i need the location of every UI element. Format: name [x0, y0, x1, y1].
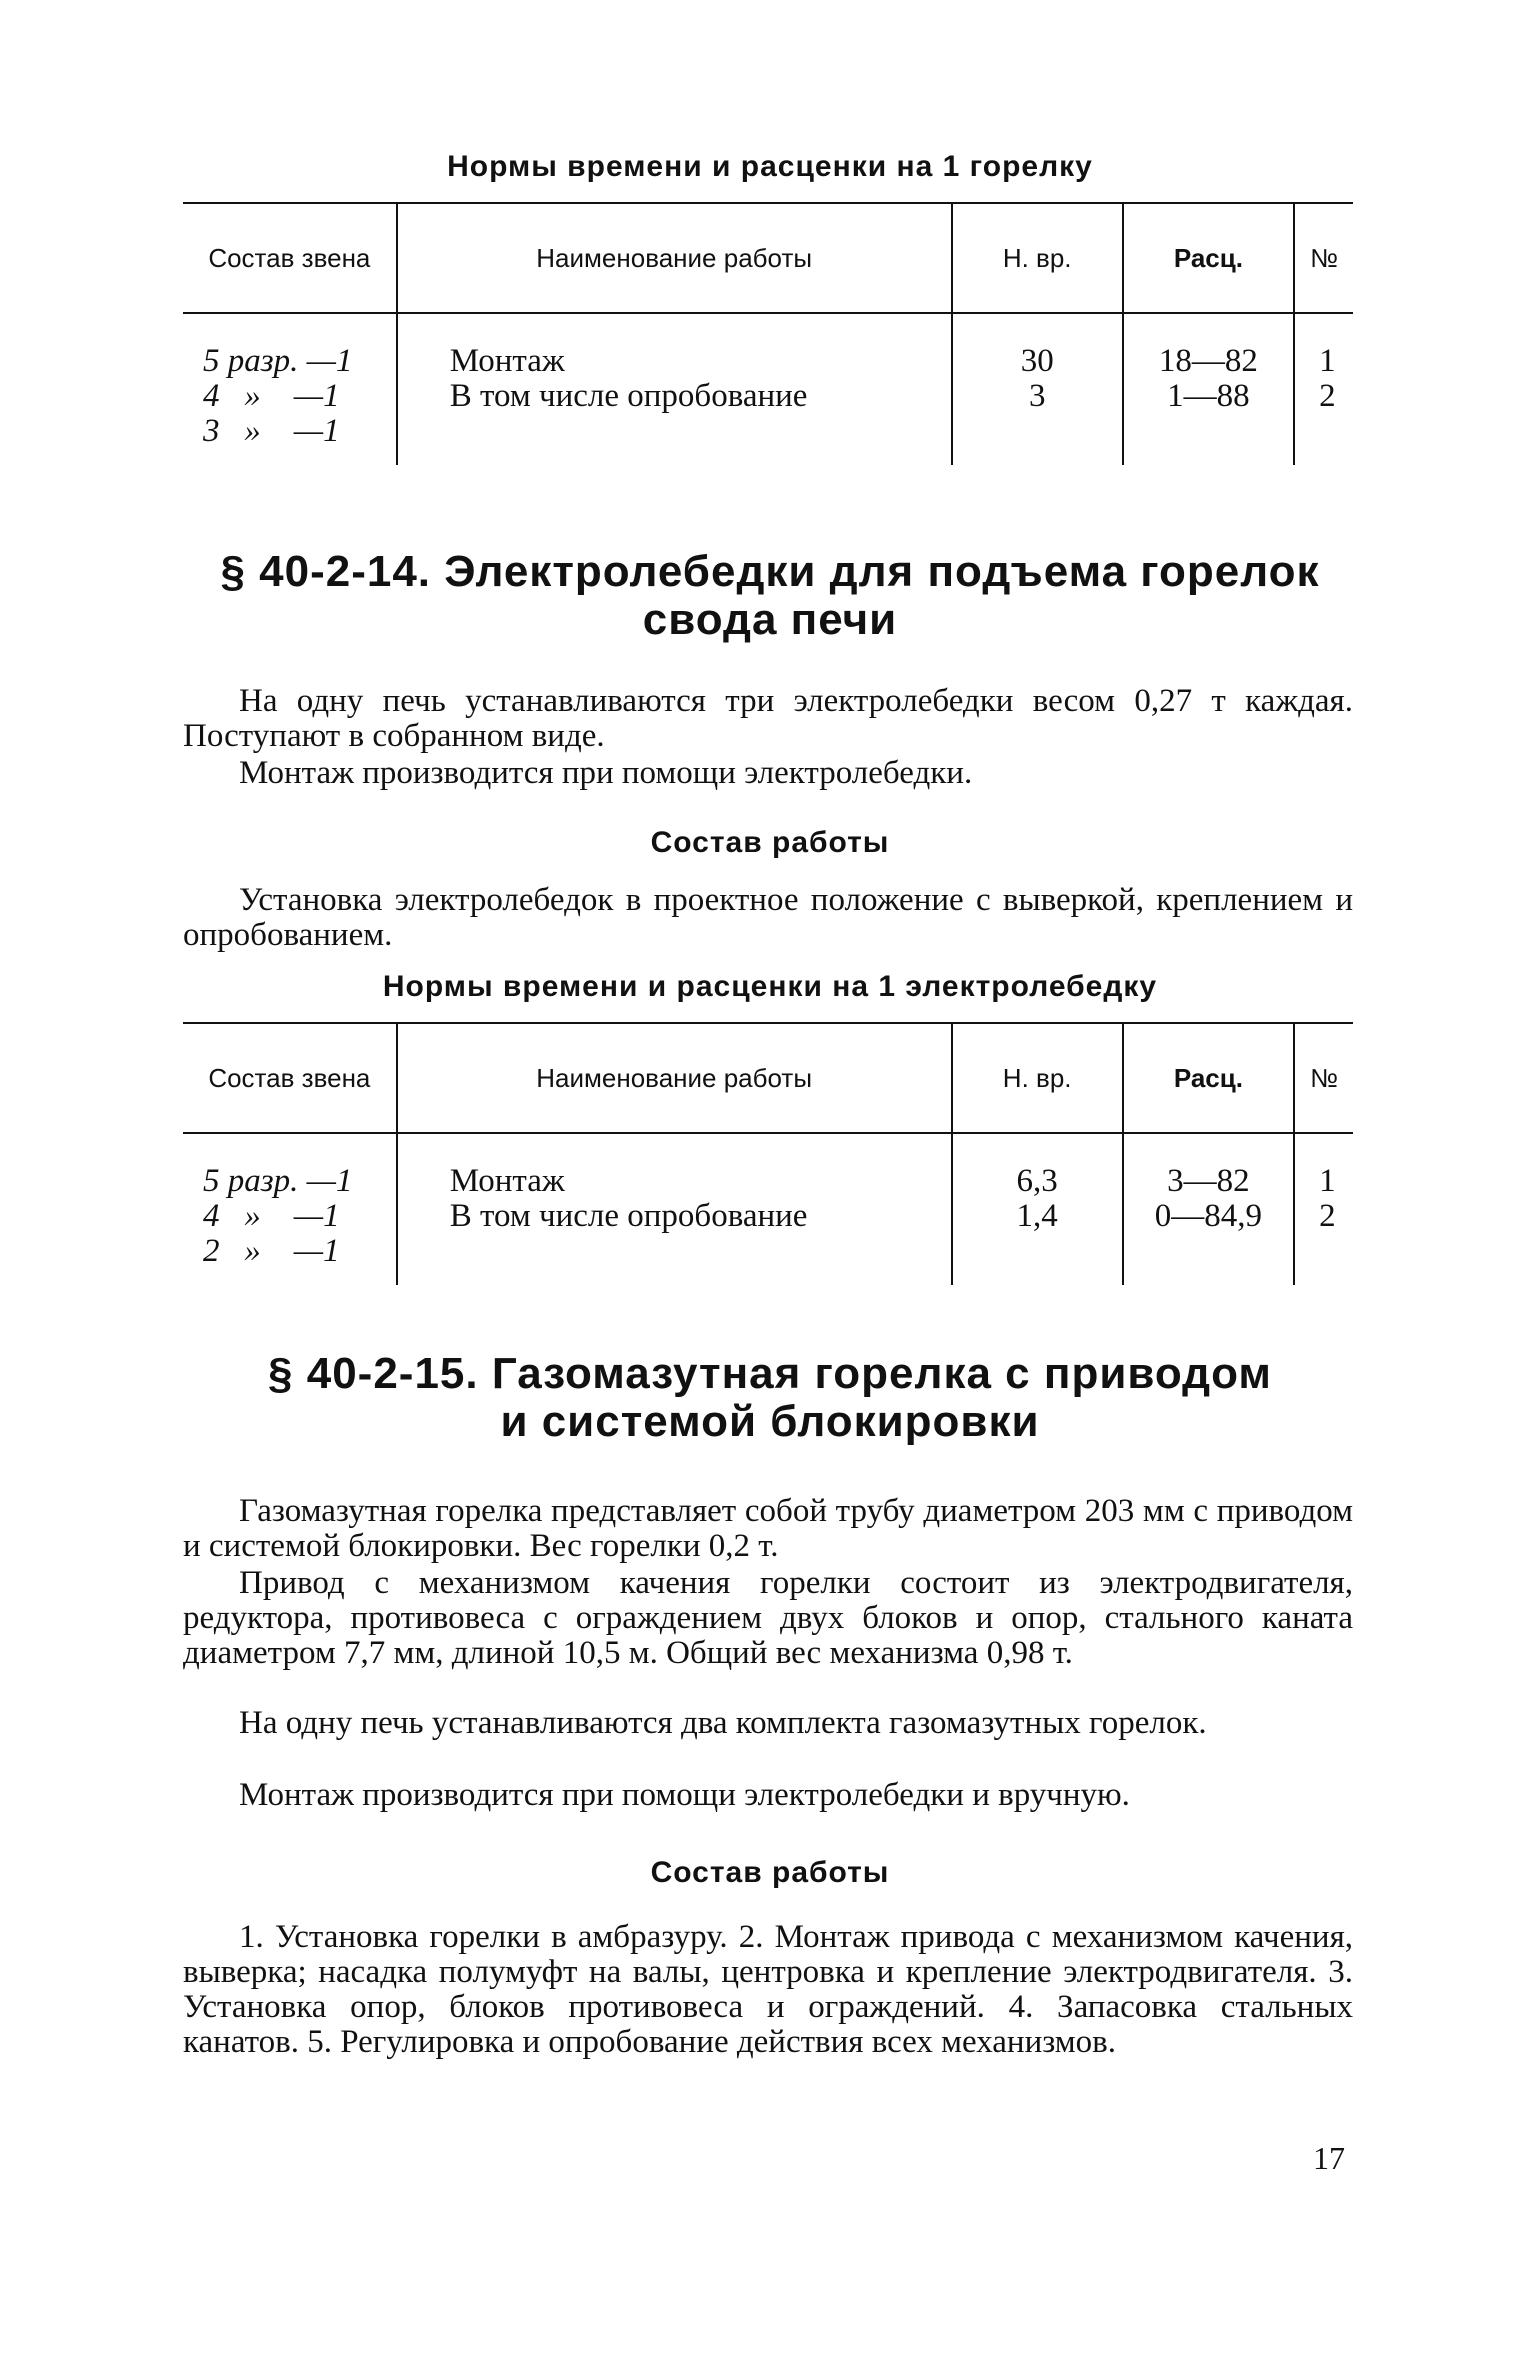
header-rate: Расц. — [1123, 203, 1294, 313]
norms-table-winch — [183, 1022, 1353, 1285]
time-cell — [952, 313, 1123, 465]
sostav-raboty-heading: Состав работы — [650, 1856, 890, 1889]
norms-table-burner — [183, 202, 1353, 465]
paragraph-text: Монтаж производится при помощи электролебедки и вручную. — [239, 1777, 1130, 1813]
page-number: 17 — [1313, 2140, 1345, 2176]
header-crew: Состав звена — [183, 203, 397, 313]
paragraph-text: Монтаж производится при помощи электролебедки. — [239, 755, 973, 791]
header-no: № — [1294, 1023, 1353, 1133]
header-time: Н. вр. — [952, 203, 1123, 313]
row-number: 1 — [1319, 1163, 1336, 1199]
time-value: 30 — [1020, 343, 1054, 379]
rate-cell — [1123, 1133, 1294, 1285]
table2-title: Нормы времени и расценки на 1 электролебедку — [382, 970, 1158, 1003]
paragraph-text: На одну печь устанавливаются два комплекта газомазутных горелок. — [239, 1705, 1207, 1741]
no-cell — [1294, 1133, 1353, 1285]
header-work: Наименование работы — [397, 1023, 952, 1133]
section-40-2-14-title — [180, 548, 1360, 644]
header-time: Н. вр. — [952, 1023, 1123, 1133]
time-value: 6,3 — [1016, 1163, 1058, 1199]
work-cell — [397, 313, 952, 465]
paragraph — [183, 1778, 1353, 1813]
time-value: 1,4 — [1016, 1198, 1058, 1234]
time-value: 3 — [1028, 378, 1046, 414]
rate-cell — [1123, 313, 1294, 465]
paragraph-text: На одну печь устанавливаются три электролебедки весом 0,27 т каждая. Поступают в собранном виде. — [183, 683, 1353, 754]
table1-title: Нормы времени и расценки на 1 горелку — [447, 150, 1093, 183]
paragraph-text: Привод с механизмом качения горелки состоит из электродвигателя, редуктора, противовеса с ограждением двух блоков и опор, стального каната диаметром 7,7 мм, длиной 10,5 м. Общий вес механизма 0,98 т. — [183, 1565, 1353, 1671]
work-cell — [397, 1133, 952, 1285]
paragraph — [183, 756, 1353, 791]
work-item: Монтаж — [449, 1163, 565, 1199]
work-item: В том числе опробование — [449, 1198, 808, 1234]
section-40-2-15-title — [180, 1350, 1360, 1446]
time-cell — [952, 1133, 1123, 1285]
paragraph — [183, 684, 1353, 754]
table-header-row — [183, 1023, 1353, 1133]
header-no: № — [1294, 203, 1353, 313]
header-rate: Расц. — [1123, 1023, 1294, 1133]
paragraph — [183, 1566, 1353, 1671]
paragraph — [183, 883, 1353, 953]
rate-value: 1—88 — [1167, 378, 1250, 414]
section-title-line: свода печи — [642, 595, 898, 644]
crew-line: 4 » —1 — [203, 378, 340, 414]
crew-line: 3 » —1 — [203, 413, 340, 449]
header-crew: Состав звена — [183, 1023, 397, 1133]
table-header-row — [183, 203, 1353, 313]
rate-value: 3—82 — [1167, 1163, 1250, 1199]
row-number: 2 — [1319, 1198, 1336, 1234]
header-work: Наименование работы — [397, 203, 952, 313]
work-item: Монтаж — [449, 343, 565, 379]
paragraph-text: Установка электролебедок в проектное положение с выверкой, креплением и опробованием. — [183, 882, 1353, 953]
paragraph-text: 1. Установка горелки в амбразуру. 2. Монтаж привода с механизмом качения, выверка; насадка полумуфт на валы, центровка и крепление электродвигателя. 3. Установка опор, блоков противовеса и ограждений. 4. Запасовка стальных канатов. 5. Регулировка и опробование действия всех механизмов. — [183, 1919, 1353, 2060]
crew-line: 2 » —1 — [203, 1233, 340, 1269]
crew-line: 5 разр. —1 — [203, 343, 353, 379]
paragraph — [183, 1920, 1353, 2060]
crew-line: 4 » —1 — [203, 1198, 340, 1234]
section-title-line: и системой блокировки — [500, 1397, 1040, 1446]
row-number: 2 — [1319, 378, 1336, 414]
sostav-raboty-heading: Состав работы — [650, 826, 890, 859]
section-title-line: § 40-2-14. Электролебедки для подъема горелок — [220, 547, 1320, 596]
table-row — [183, 313, 1353, 465]
paragraph — [183, 1494, 1353, 1564]
crew-cell — [183, 313, 397, 465]
crew-cell — [183, 1133, 397, 1285]
rate-value: 18—82 — [1158, 343, 1258, 379]
section-title-line: § 40-2-15. Газомазутная горелка с приводом — [268, 1349, 1272, 1398]
row-number: 1 — [1319, 343, 1336, 379]
rate-value: 0—84,9 — [1154, 1198, 1263, 1234]
paragraph-text: Газомазутная горелка представляет собой трубу диаметром 203 мм с приводом и системой блокировки. Вес горелки 0,2 т. — [183, 1493, 1353, 1564]
paragraph — [183, 1706, 1353, 1741]
crew-line: 5 разр. —1 — [203, 1163, 353, 1199]
no-cell — [1294, 313, 1353, 465]
work-item: В том числе опробование — [449, 378, 808, 414]
table-row — [183, 1133, 1353, 1285]
